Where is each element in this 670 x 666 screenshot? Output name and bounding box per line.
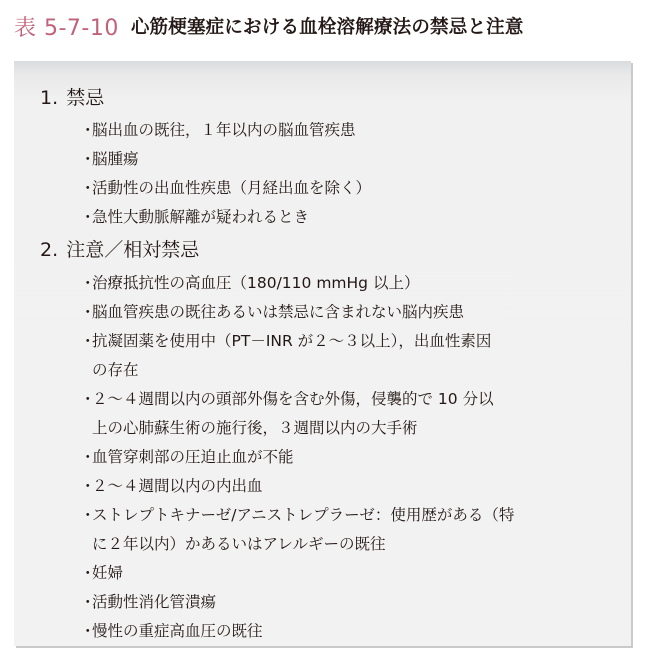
content-box — [14, 61, 631, 646]
list-item: ・ 活動性の出血性疾患（月経出血を除く） — [80, 174, 371, 203]
table-title-row — [14, 8, 524, 44]
list-item: ・ 脳腫瘍 — [80, 145, 371, 174]
bullet-mark: ・ — [80, 506, 96, 524]
bullet-mark: ・ — [80, 477, 96, 495]
bullet-mark: ・ — [80, 622, 96, 640]
contraindications-list — [80, 116, 371, 232]
list-item: ・ 急性大動脈解離が疑われるとき — [80, 203, 371, 232]
bullet-mark: ・ — [80, 179, 96, 197]
bullet-mark: ・ — [80, 332, 96, 350]
bullet-mark: ・ — [80, 121, 96, 139]
cautions-list — [80, 269, 514, 646]
bullet-mark: ・ — [80, 274, 96, 292]
section-heading: 禁忌 — [66, 87, 105, 109]
bullet-mark: ・ — [80, 390, 96, 408]
list-item: ・ 治療抵抗性の高血圧（180/110 mmHg 以上） — [80, 269, 514, 298]
bullet-mark: ・ — [80, 448, 96, 466]
list-item: ・ 妊婦 — [80, 559, 514, 588]
list-item: ・ 脳出血の既往，１年以内の脳血管疾患 — [80, 116, 371, 145]
section-number: 1. — [40, 87, 59, 109]
section-number: 2. — [40, 239, 59, 261]
bullet-mark: ・ — [80, 564, 96, 582]
list-item: ・ 活動性消化管潰瘍 — [80, 588, 514, 617]
section-heading: 注意／相対禁忌 — [66, 239, 200, 261]
table-title: 心筋梗塞症における血栓溶解療法の禁忌と注意 — [130, 17, 524, 38]
list-item: ・ ２～４週間以内の内出血 — [80, 472, 514, 501]
bullet-mark: ・ — [80, 303, 96, 321]
bullet-mark: ・ — [80, 593, 96, 611]
list-item: ・ 慢性の重症高血圧の既往 — [80, 617, 514, 646]
table-number-label: 表 5-7-10 — [14, 15, 119, 41]
list-item: ・ 脳血管疾患の既往あるいは禁忌に含まれない脳内疾患 — [80, 298, 514, 327]
list-item: ・ 抗凝固薬を使用中（PT－INR が２～３以上），出血性素因 の存在 — [80, 327, 514, 385]
list-item: ・ ストレプトキナーゼ/アニストレプラーゼ：使用歴がある（特 に２年以内）かあるいはアレルギーの既往 — [80, 501, 514, 559]
list-item: ・ 血管穿刺部の圧迫止血が不能 — [80, 443, 514, 472]
bullet-mark: ・ — [80, 150, 96, 168]
section-heading-cautions — [40, 235, 199, 262]
bullet-mark: ・ — [80, 208, 96, 226]
section-heading-contraindications — [40, 83, 104, 110]
list-item: ・ ２～４週間以内の頭部外傷を含む外傷，侵襲的で 10 分以 上の心肺蘇生術の施行後，３週間以内の大手術 — [80, 385, 514, 443]
